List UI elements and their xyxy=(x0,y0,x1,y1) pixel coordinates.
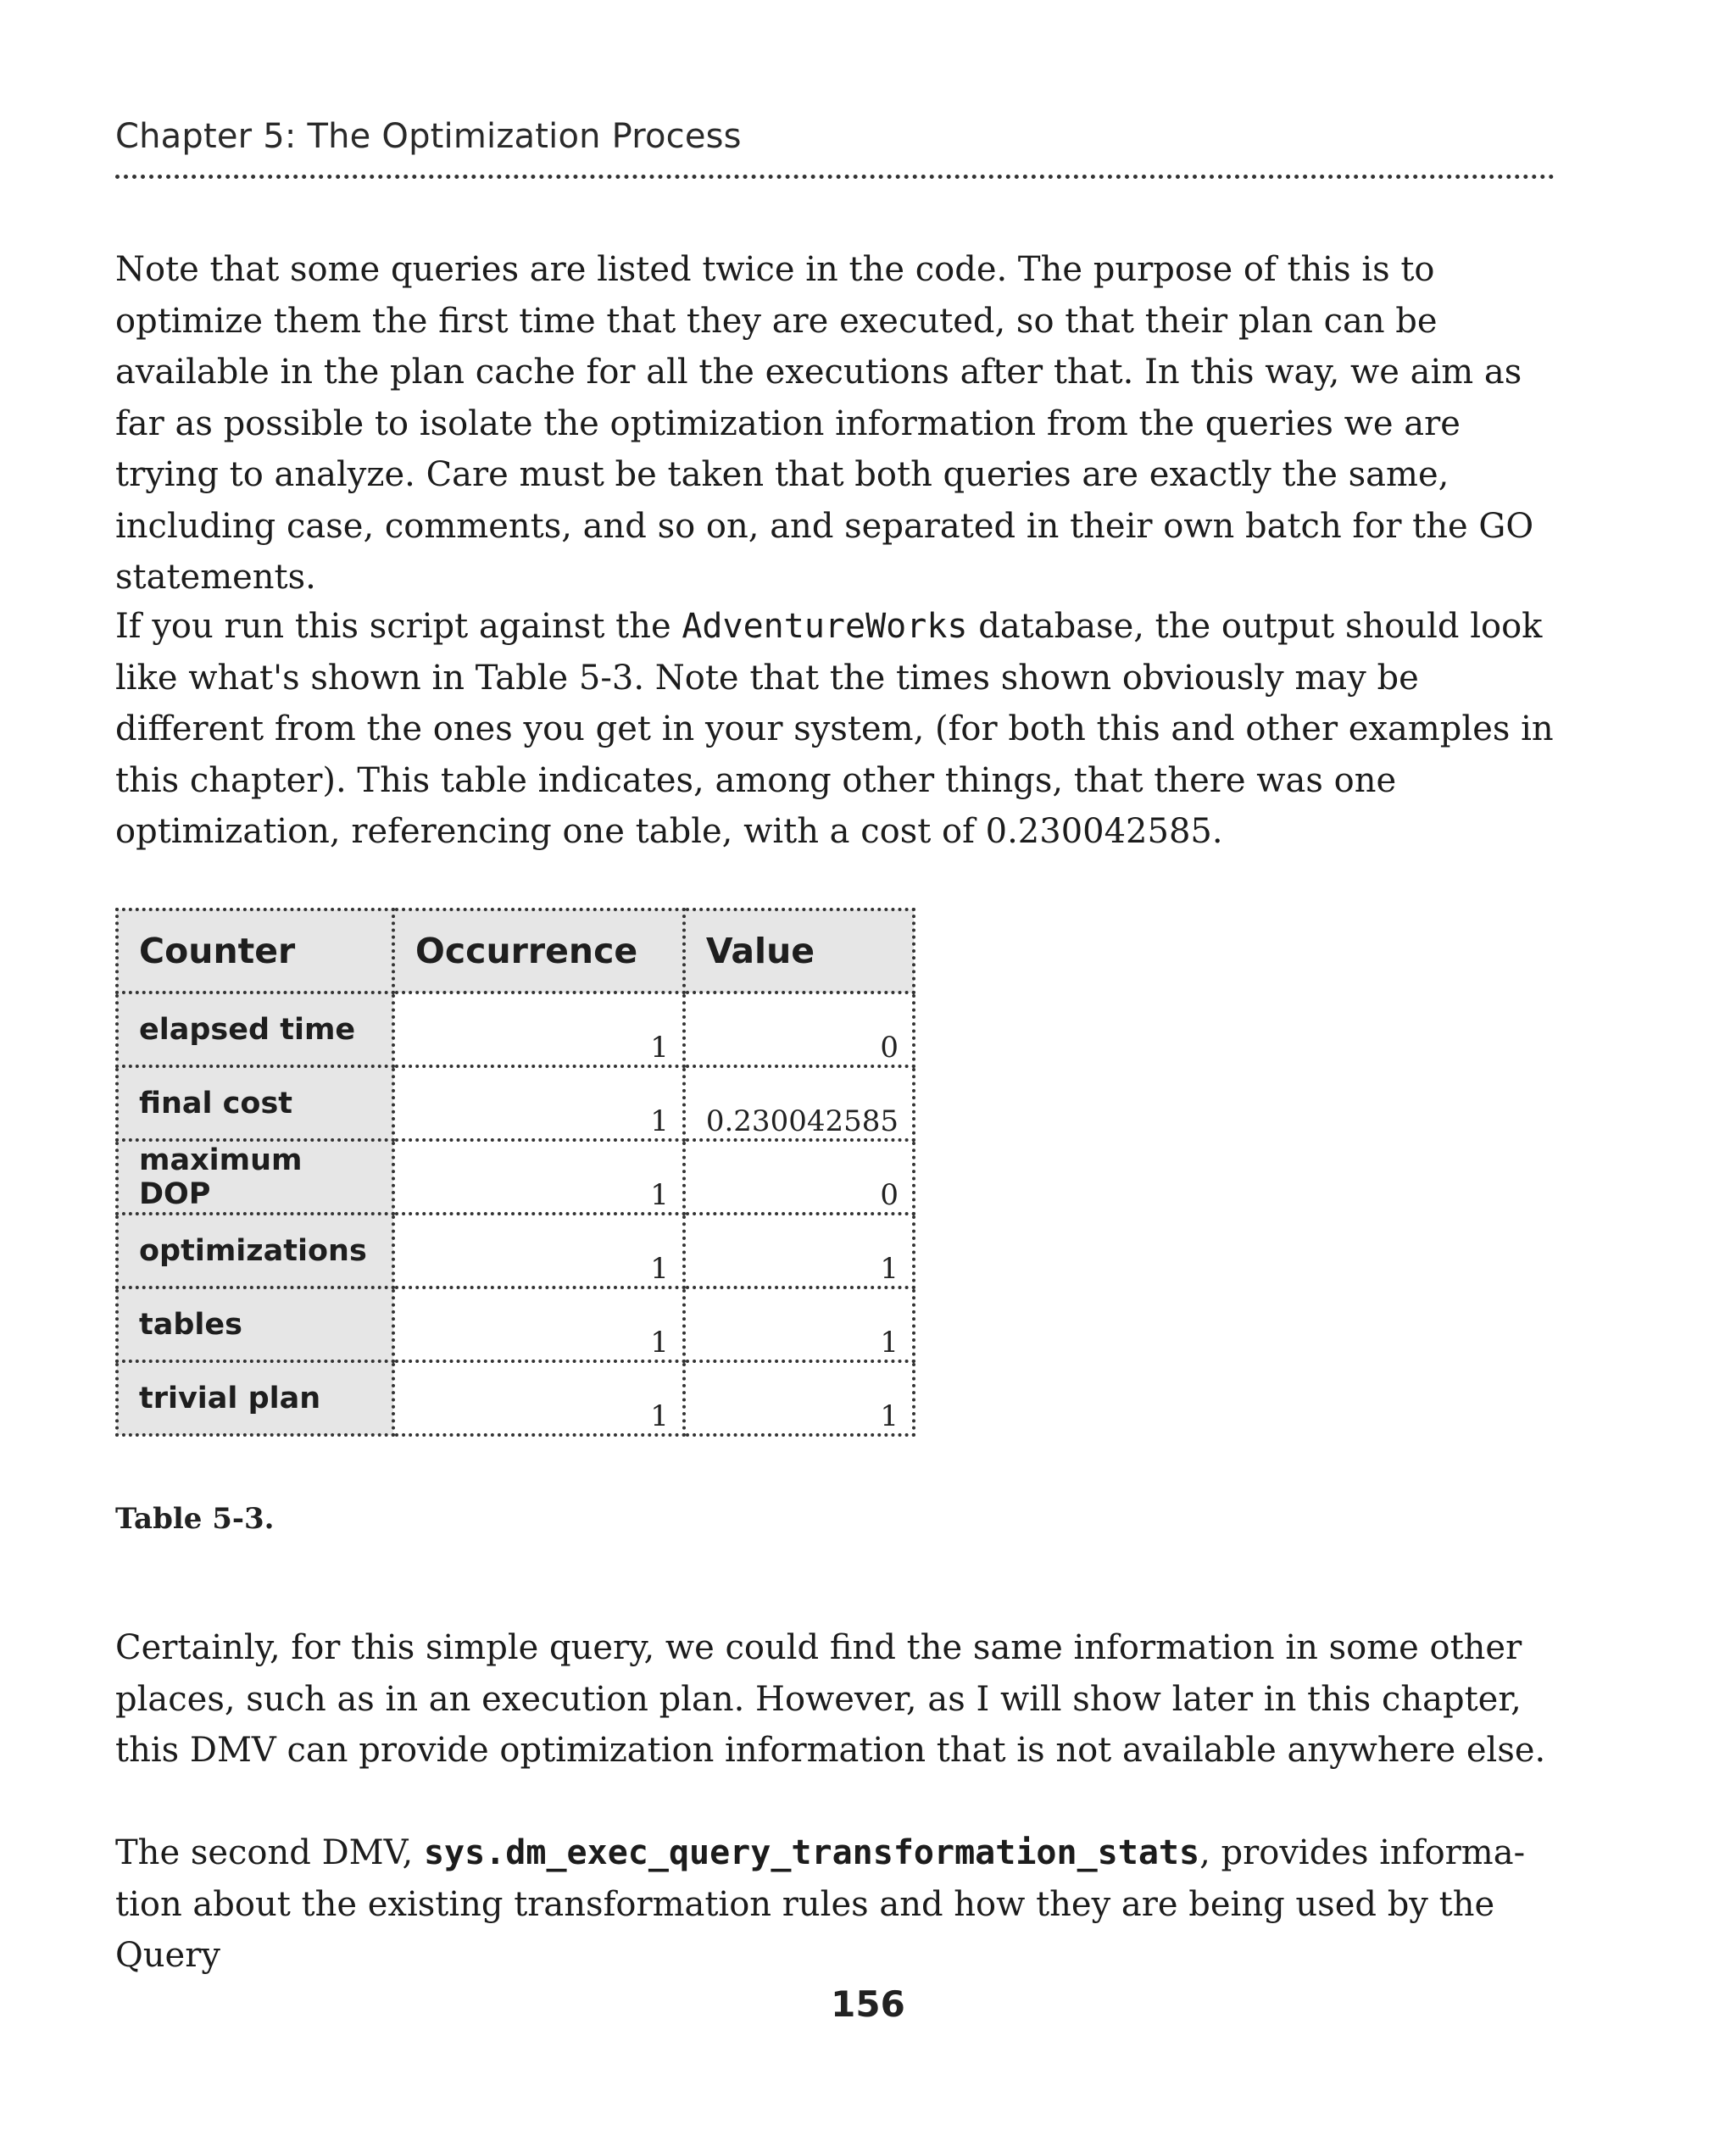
column-header-counter: Counter xyxy=(117,909,393,993)
paragraph-simple-query: Certainly, for this simple query, we could find the same information in some other places, such as in an execution plan. However, as I will show later in this chapter, this DMV can provide optimization information that is not available anywhere else. xyxy=(115,1628,1546,1770)
table-row xyxy=(117,1066,914,1140)
column-header-occurrence: Occurrence xyxy=(393,909,684,993)
occurrence-cell: 1 xyxy=(393,1140,684,1214)
value-cell: 1 xyxy=(684,1361,914,1435)
occurrence-cell: 1 xyxy=(393,1214,684,1287)
table-row xyxy=(117,1214,914,1287)
header-dotted-rule xyxy=(115,175,1555,179)
inline-code-database: AdventureWorks xyxy=(682,607,968,646)
table-caption: Table 5-3. xyxy=(115,1502,275,1536)
inline-code-dmv-name: sys.dm_exec_query_transformation_stats xyxy=(423,1833,1200,1872)
value-cell: 0.230042585 xyxy=(684,1066,914,1140)
value-cell: 0 xyxy=(684,1140,914,1214)
occurrence-cell: 1 xyxy=(393,1361,684,1435)
paragraph-queries-listed-twice: Note that some queries are listed twice in the code. The purpose of this is to optimize them the first time that they are executed, so that their plan can be available in the plan cache for all the executions after that. In this way, we aim as far as possible to isolate the optimization information from the queries we are trying to analyze. Care must be taken that both queries are exactly the same, including case, comments, and so on, and separated in their own batch for the GO statements. xyxy=(115,250,1534,597)
column-header-value: Value xyxy=(684,909,914,993)
table-row xyxy=(117,1140,914,1214)
counter-cell: elapsed time xyxy=(117,993,393,1066)
paragraph-run-script xyxy=(115,601,1573,858)
counter-cell: maximum DOP xyxy=(117,1140,393,1214)
paragraph-text: database, the output should look like what's shown in Table 5-3. Note that the times shown obviously may be different from the ones you get in your system, (for both this and other examples in this chapter). This table indicates, among other things, that there was one optimization, referencing one table, with a cost of 0.230042585. xyxy=(115,607,1554,851)
occurrence-cell: 1 xyxy=(393,1287,684,1361)
counter-cell: optimizations xyxy=(117,1214,393,1287)
table-header-row xyxy=(117,909,914,993)
value-cell: 1 xyxy=(684,1214,914,1287)
optimizer-stats-table xyxy=(115,908,915,1437)
table-row xyxy=(117,1361,914,1435)
occurrence-cell: 1 xyxy=(393,1066,684,1140)
table-row xyxy=(117,993,914,1066)
value-cell: 1 xyxy=(684,1287,914,1361)
page-number: 156 xyxy=(831,1983,905,2025)
value-cell: 0 xyxy=(684,993,914,1066)
table-row xyxy=(117,1287,914,1361)
counter-cell: tables xyxy=(117,1287,393,1361)
paragraph-text: If you run this script against the xyxy=(115,607,682,646)
running-header: Chapter 5: The Optimization Process xyxy=(115,117,742,156)
paragraph-second-dmv xyxy=(115,1827,1573,1982)
paragraph-text: , provides informa-tion about the existing transformation rules and how they are being used by the Query xyxy=(115,1833,1526,1975)
paragraph-text: The second DMV, xyxy=(115,1833,424,1872)
counter-cell: trivial plan xyxy=(117,1361,393,1435)
counter-cell: final cost xyxy=(117,1066,393,1140)
occurrence-cell: 1 xyxy=(393,993,684,1066)
